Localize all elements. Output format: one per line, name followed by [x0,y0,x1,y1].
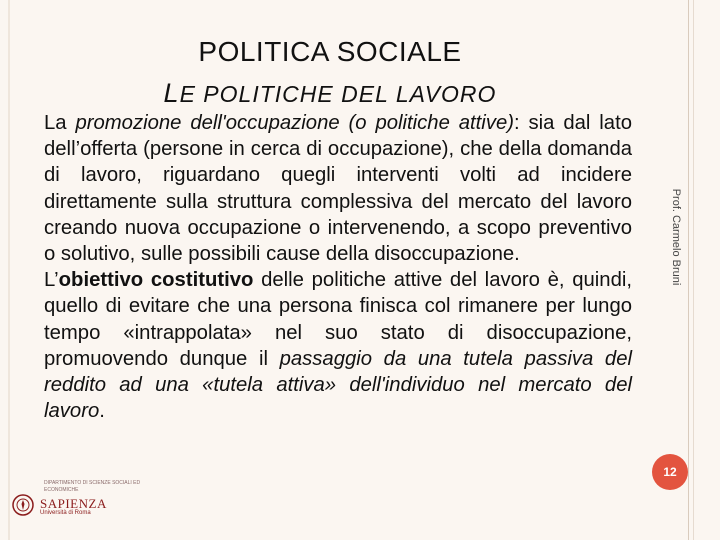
paragraph-objective [44,267,632,424]
p1-rest: : sia dal lato dell’offerta (persone in cerca di occupazione), che della domanda di lavoro, riguardano quegli interventi volti ad incidere direttamente sulla struttura complessiva del mercato del lavoro creando nuova occupazione o intervenendo, a scopo preventivo o solutivo, sulle possibili cause della disoccupazione. [44,112,632,266]
page-number-badge: 12 [652,454,688,490]
p2-italic: passaggio da una tutela passiva del reddito ad una «tutela attiva» dell'individuo nel mercato del lavoro [44,347,632,423]
subtitle-initial: L [163,78,180,108]
p2-end: . [99,400,105,423]
slide-body [44,110,632,424]
department-name: DIPARTIMENTO DI SCIENZE SOCIALI ED ECONOMICHE [44,480,141,493]
right-border-line-outer [693,0,694,540]
university-name: SAPIENZA [40,496,107,511]
paragraph-definition [44,110,632,267]
p2-intro: L’ [44,269,59,292]
subtitle-rest: E POLITICHE DEL LAVORO [179,81,497,107]
p2-bold: obiettivo costitutivo [58,269,254,292]
university-subtitle: Università di Roma [40,510,91,516]
p1-intro: La [44,112,76,134]
right-border-line [688,0,689,540]
slide-subtitle [0,78,660,109]
university-logo [10,478,150,538]
p1-italic: promozione dell'occupazione (o politiche attive) [75,112,514,134]
seal-icon [12,494,34,516]
slide-title: POLITICA SOCIALE [198,36,462,67]
author-side-label: Prof. Carmelo Bruni [670,188,682,286]
p2-mid: delle politiche attive del lavoro è, quindi, quello di evitare che una persona finisca col rimanere per lungo tempo «intrappolata» nel suo stato di disoccupazione, promuovendo dunque il [44,269,632,370]
